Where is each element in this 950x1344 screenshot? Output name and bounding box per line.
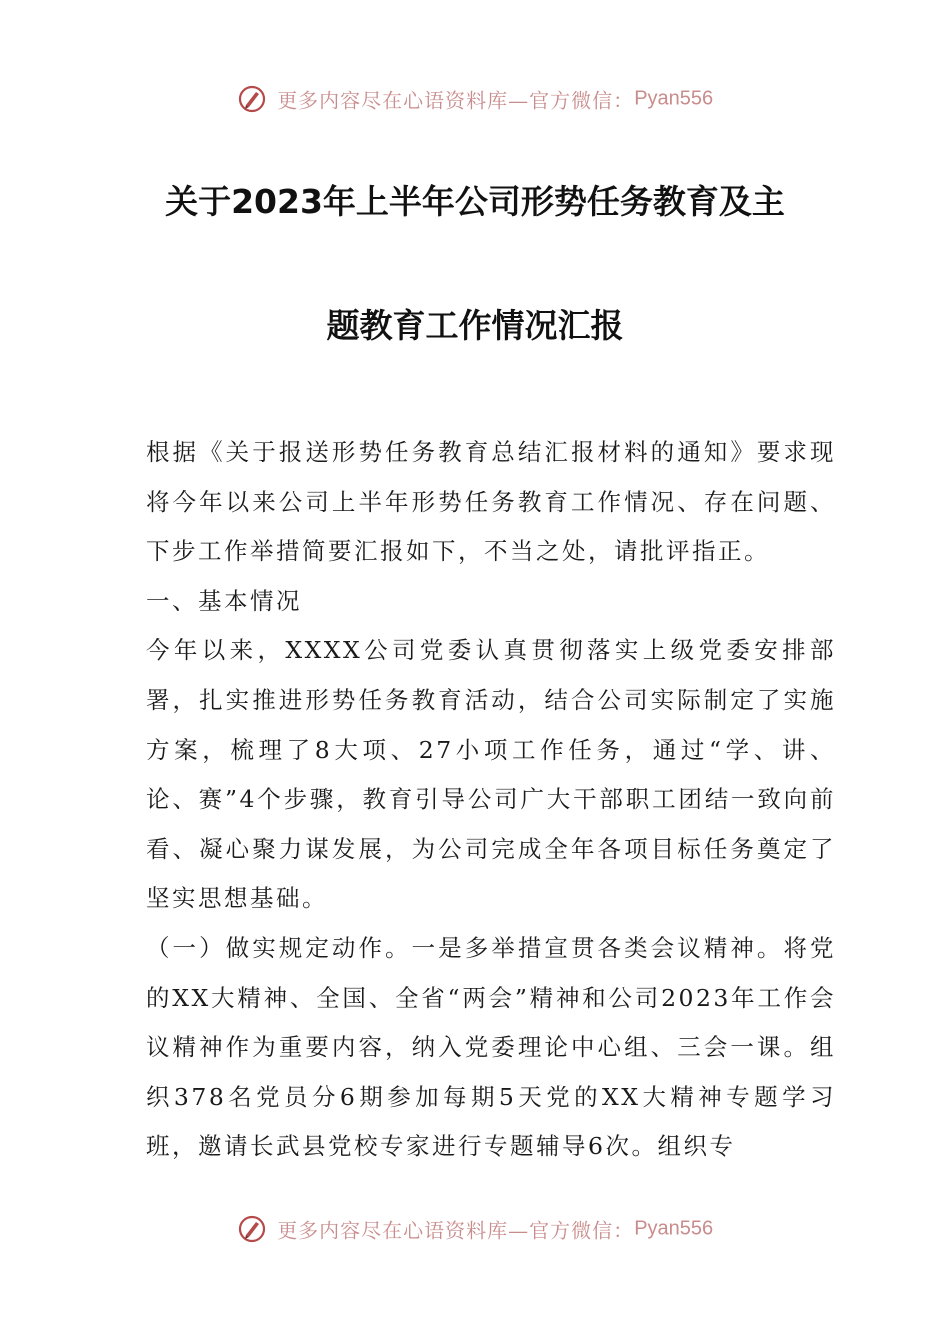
section-heading-basic-situation: 一、基本情况	[146, 586, 302, 615]
paragraph-overview: 今年以来，XXXX公司党委认真贯彻落实上级党委安排部署，扎实推进形势任务教育活动，结合公司实际制定了实施方案，梳理了8大项、27小项工作任务，通过“学、讲、论、赛”4个步骤，教育引导公司广大干部职工团结一致向前看、凝心聚力谋发展，为公司完成全年各项目标任务奠定了坚实思想基础。	[146, 636, 836, 913]
pen-logo-icon	[237, 84, 267, 114]
watermark-text: 更多内容尽在心语资料库—官方微信：	[277, 1218, 635, 1243]
watermark-footer	[0, 1214, 950, 1244]
document-body	[146, 428, 836, 1172]
paragraph-subsection-1: （一）做实规定动作。一是多举措宣贯各类会议精神。将党的XX大精神、全国、全省“两会”精神和公司2023年工作会议精神作为重要内容，纳入党委理论中心组、三会一课。组织378名党员分6期参加每期5天党的XX大精神专题学习班，邀请长武县党校专家进行专题辅导6次。组织专	[146, 933, 836, 1161]
document-title-line-2: 题教育工作情况汇报	[326, 306, 624, 345]
watermark-header	[0, 84, 950, 114]
watermark-wechat-id: Pyan556	[634, 87, 714, 110]
watermark-text: 更多内容尽在心语资料库—官方微信：	[277, 88, 635, 113]
document-title-line-1: 关于2023年上半年公司形势任务教育及主	[165, 182, 785, 221]
paragraph-intro: 根据《关于报送形势任务教育总结汇报材料的通知》要求现将今年以来公司上半年形势任务教育工作情况、存在问题、下步工作举措简要汇报如下，不当之处，请批评指正。	[146, 438, 836, 566]
watermark-wechat-id: Pyan556	[634, 1217, 714, 1240]
pen-logo-icon	[237, 1214, 267, 1244]
